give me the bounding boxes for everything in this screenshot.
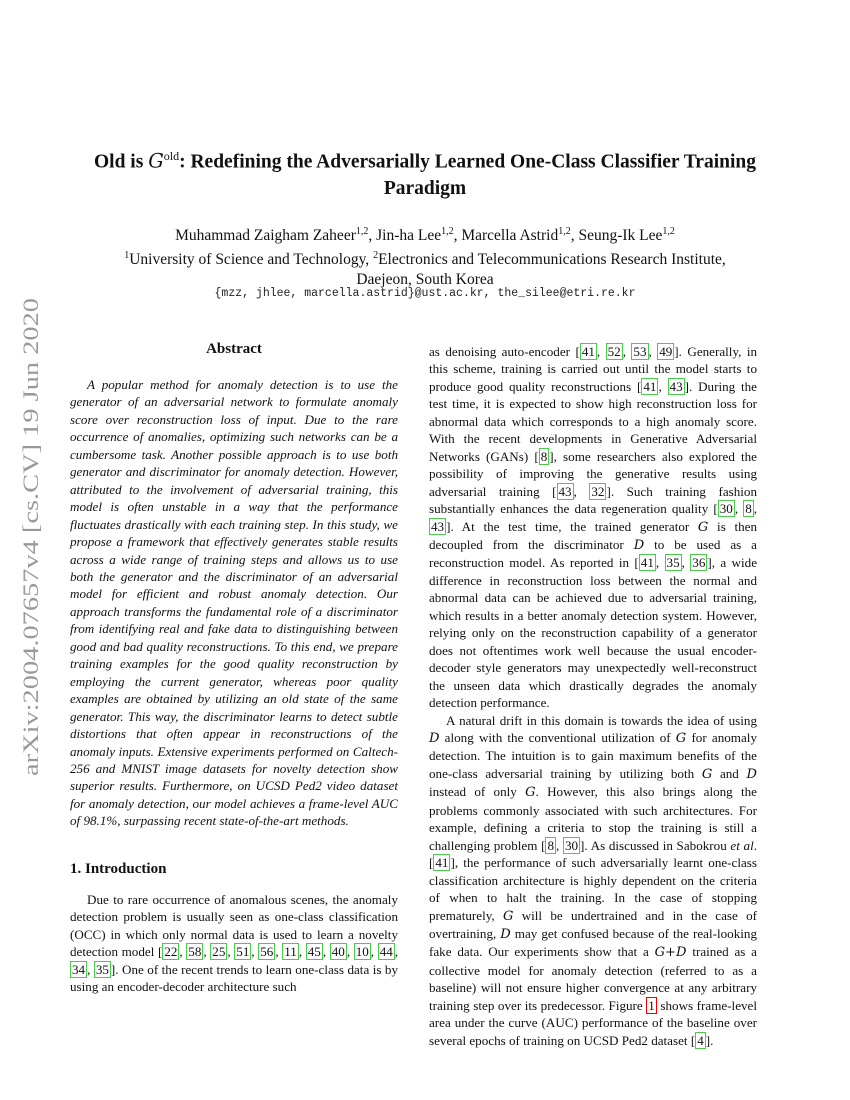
paragraph: as denoising auto-encoder [ 41 , 52 , 53 , 49 ]. Generally, in this scheme, training is carried out until the model starts to produce good quality reconstructions [ 41 , 43 ]. During the test time, it is expected to show high reconstruction loss for abnormal data which corresponds to a high anomaly score. With the recent developments in Generative Adversarial Networks (GANs) [ 8 ], some researchers also explored the possibility of improving the generative results using adversarial training [ 43 , 32 ]. Such training fashion substantially enhances the data regeneration quality [ 30 , 8 , 43 ]. At the test time, the trained generator G is then decoupled from the discriminator D to be used as a reconstruction model. As reported in [ 41 , 35 , 36 ], a wide difference in reconstruction loss between the normal and abnormal data can be achieved due to adversarial training, which results in a better anomaly detection system. However, relying only on the reconstruction capability of a generator does not oftentimes work well because the usual encoder-decoder style generators may unexpectedly well-reconstruct the unseen data which drastically degrades the anomaly detection performance.	[429, 344, 758, 711]
citation-link[interactable]: 58	[188, 944, 202, 960]
abstract-heading: Abstract	[206, 341, 262, 357]
arxiv-id-text: arXiv:2004.07657v4 [cs.CV] 19 Jun 2020	[18, 397, 43, 776]
text-run: to be used as a reconstruction model. As reported in	[429, 536, 757, 571]
text-run: et al	[730, 837, 754, 853]
math-symbol-g: G	[675, 730, 687, 746]
text-run: , the performance of such adversarially learnt one-class classification architecture is highly dependent on the criteria of when to halt the training. In the case of stopping prematurely,	[429, 855, 757, 923]
abstract-text: A popular method for anomaly detection is to use the generator of an adversarial network to formulate anomaly score over reconstruction loss of input. Due to the rare occurrence of anomalies, optimizing such networks can be a cumbersome task. Another possible approach is to use both generator and discriminator for anomaly detection. However, attributed to the involvement of adversarial training, this model is often unstable in a way that the performance fluctuates drastically with each training step. In this study, we propose a framework that effectively generates stable results across a wide range of training steps and allows us to use both the generator and the discriminator of an adversarial model for efficient and robust anomaly detection. Our approach transforms the fundamental role of a discriminator from identifying real and fake data to distinguishing between good and bad quality reconstructions. To this end, we prepare training examples for the good quality reconstruction by employing the current generator, whereas poor quality examples are obtained by utilizing an old state of the same generator. This way, the discriminator learns to detect subtle distortions that often appear in reconstructions of the anomaly inputs. Extensive experiments performed on Caltech-256 and MNIST image datasets for novelty detection show superior results. Furthermore, on UCSD Ped2 video dataset for anomaly detection, our model achieves a frame-level AUC of 98.1%, surpassing recent state-of-the-art methods.	[70, 377, 398, 829]
title-prefix: Old is	[94, 151, 149, 173]
title-main: : Redefining the Adversarially Learned One-Class Classifier Training Paradigm	[179, 151, 756, 199]
citation-link[interactable]: 41	[643, 378, 657, 394]
citation-list	[433, 854, 450, 871]
citation-link[interactable]: 8	[745, 501, 752, 517]
citation-link[interactable]: 8	[540, 448, 548, 464]
text-run: instead of only	[429, 784, 526, 800]
text-run: . As discussed in Sabokrou	[584, 837, 731, 853]
text-run: for anomaly detection. The intuition is to gain maximum benefits of the one-class adversarial training by utilizing both	[429, 729, 757, 781]
author-affiliation-mark: 1,2	[662, 226, 675, 237]
author-affiliation-mark: 1,2	[355, 226, 369, 237]
affiliation-mark: 1	[124, 250, 130, 262]
author-affiliation-mark: 1,2	[558, 226, 571, 237]
citation-link[interactable]: 40	[331, 944, 345, 960]
arxiv-side-stamp	[10, 296, 46, 776]
paper-title	[60, 143, 790, 202]
text-run: along with the conventional utilization of	[439, 729, 676, 745]
math-symbol-d: D	[633, 537, 645, 553]
citation-list	[695, 1032, 706, 1049]
affiliation-1: University of Science and Technology,	[129, 251, 374, 269]
text-run: . However, this also brings along the problems commonly associated with such architectures. For example, defining a criteria to stop the training is still a challenging problem	[429, 784, 757, 853]
affiliation-line	[60, 246, 790, 270]
author-name: Jin-ha Lee	[376, 227, 442, 245]
math-symbol-g: G	[697, 519, 709, 535]
citation-link[interactable]: 51	[236, 944, 250, 960]
math-symbol-g-plus-d: G+D	[654, 945, 687, 961]
citation-link[interactable]: 30	[564, 837, 579, 853]
text-run: Due to rare occurrence of anomalous scenes, the anomaly detection problem is usually seen as one-class classification (OCC) in which only normal data is used to learn a novelty detection model	[70, 892, 398, 960]
citation-link[interactable]: 4	[697, 1032, 704, 1048]
citation-link[interactable]: 10	[355, 944, 369, 960]
citation-link[interactable]: 43	[431, 518, 445, 534]
text-run: is then decoupled from the discriminator	[429, 518, 757, 552]
citation-link[interactable]: 43	[558, 483, 572, 499]
citation-list	[539, 448, 550, 465]
affiliation-location: Daejeon, South Korea	[356, 271, 494, 289]
text-run: trained as a collective model for anomaly detection (referred to as a baseline) will not ensure higher convergence at any arbitrary training step over its predecessor. Figure	[429, 944, 757, 1013]
citation-link[interactable]: 35	[666, 555, 680, 571]
title-symbol: G	[148, 149, 164, 173]
text-run: . During the test time, it is expected to show high reconstruction loss for abnormal data which corresponds to a high anomaly score. With the recent developments in Generative Adversarial Networks (GANs)	[429, 378, 757, 464]
affiliation-mark: 2	[373, 250, 379, 262]
text-run: as denoising auto-encoder	[429, 344, 576, 359]
math-symbol-d: D	[746, 766, 758, 782]
abstract-body	[70, 376, 398, 830]
citation-list: 8 , 30	[547, 837, 579, 853]
paragraph: Due to rare occurrence of anomalous scenes, the anomaly detection problem is usually seen as one-class classification (OCC) in which only normal data is used to learn a novelty detection model [ 22 , 58 , 25 , 51 , 56 , 11 , 45 , 40 , 10 , 44 , 34 , 35 ]. One of the recent trends to learn one-class data is by using an encoder-decoder architecture such	[70, 892, 399, 995]
citation-link[interactable]: 49	[659, 344, 673, 359]
citation-list: 30 , 8 , 43	[431, 501, 758, 534]
author-emails: {mzz, jhlee, marcella.astrid}@ust.ac.kr, the_silee@etri.re.kr	[214, 287, 636, 300]
citation-link[interactable]: 32	[591, 483, 605, 499]
citation-link[interactable]: 25	[212, 944, 226, 960]
citation-link[interactable]: 22	[164, 944, 178, 960]
author-name: Muhammad Zaigham Zaheer	[175, 227, 356, 245]
text-run: , a wide difference in reconstruction loss between the normal and abnormal data can be achieved due to adversarial training, which results in a better anomaly detection system. However, relying only on the reconstruction capability of a generator does not oftentimes work well because the usual encoder-decoder style generators may unexpectedly well-reconstruct the unseen data which drastically degrades the anomaly detection performance.	[429, 555, 758, 711]
citation-link[interactable]: 53	[633, 344, 647, 359]
author-affiliation-mark: 1,2	[441, 226, 454, 237]
text-run: .	[710, 1032, 714, 1048]
author-block	[60, 222, 790, 290]
citation-list: 22 , 58 , 25 , 51 , 56 , 11 , 45 , 40 , 10 , 44 , 34 , 35	[72, 944, 399, 977]
citation-link[interactable]: 35	[95, 961, 109, 977]
text-run: . Generally, in this scheme, training is carried out until the model starts to produce good quality reconstructions	[429, 344, 758, 394]
citation-list: 41 , 43	[643, 378, 683, 394]
citation-link[interactable]: 41	[435, 855, 449, 871]
citation-list: 43 , 32	[558, 483, 605, 499]
citation-link[interactable]: 30	[719, 501, 733, 517]
math-symbol-d: D	[500, 926, 511, 942]
citation-link[interactable]: 8	[547, 837, 554, 853]
text-run: . At the test time, the trained generator	[450, 518, 698, 534]
title-superscript: old	[163, 149, 180, 163]
text-run: A natural drift in this domain is towards the idea of using	[446, 712, 757, 728]
text-run: , some researchers also explored the possibility of improving the generative results using adversarial training	[429, 448, 757, 499]
section-heading-introduction: 1. Introduction	[70, 861, 167, 877]
figure-link[interactable]: 1	[648, 997, 655, 1013]
citation-link[interactable]: 52	[607, 344, 621, 359]
paragraph: A natural drift in this domain is towards the idea of using D along with the conventional utilization of G for anomaly detection. The intuition is to gain maximum benefits of the one-class adversarial training by utilizing both G and D instead of only G. However, this also brings along the problems commonly associated with such architectures. For example, defining a criteria to stop the training is still a challenging problem [ 8 , 30 ]. As discussed in Sabokrou et al. [ 41 ], the performance of such adversarially learnt one-class classification architecture is highly dependent on the criteria of when to halt the training. In the case of stopping prematurely, G will be undertrained and in the case of overtraining, D may get confused because of the real-looking fake data. Our experiments show that a G+D trained as a collective model for anomaly detection (referred to as a baseline) will not ensure higher convergence at any arbitrary training step over its predecessor. Figure 1 shows frame-level area under the curve (AUC) performance of the baseline over several epochs of training on UCSD Ped2 dataset [ 4 ].	[429, 712, 758, 1048]
math-symbol-d: D	[429, 730, 440, 746]
introduction-left-column	[70, 891, 398, 996]
citation-link[interactable]: 44	[379, 944, 393, 960]
citation-link[interactable]: 11	[284, 944, 297, 960]
math-symbol-g: G	[701, 766, 713, 782]
citation-link[interactable]: 41	[640, 555, 654, 571]
citation-link[interactable]: 34	[72, 961, 86, 977]
author-name: Seung-Ik Lee	[578, 227, 663, 245]
citation-list: 41 , 52 , 53 , 49	[581, 344, 673, 359]
citation-link[interactable]: 43	[669, 378, 683, 394]
text-run: . Such training fashion substantially enhances the data regeneration quality	[429, 483, 757, 517]
citation-link[interactable]: 56	[260, 944, 274, 960]
citation-link[interactable]: 41	[581, 344, 595, 359]
text-run: . One of the recent trends to learn one-class data is by using an encoder-decoder architecture such	[70, 961, 399, 995]
citation-link[interactable]: 45	[307, 944, 321, 960]
author-name: Marcella Astrid	[461, 227, 559, 245]
text-run: will be undertrained and in the case of overtraining,	[429, 907, 757, 941]
citation-link[interactable]: 36	[692, 555, 706, 571]
text-run: .	[753, 837, 758, 853]
text-run: shows frame-level area under the curve (AUC) performance of the baseline over several epochs of training on UCSD Ped2 dataset	[429, 997, 757, 1048]
affiliation-2: Electronics and Telecommunications Research Institute,	[378, 251, 726, 269]
text-run: may get confused because of the real-looking fake data. Our experiments show that a	[429, 925, 757, 960]
author-list: Muhammad Zaigham Zaheer$^{1,2}$, Jin-ha Lee$^{1,2}$, Marcella Astrid$^{1,2}$, Seung-Ik Lee$^{1,2}$	[175, 226, 675, 245]
math-symbol-g: G	[502, 908, 514, 924]
text-run: and	[712, 765, 747, 781]
introduction-right-column	[429, 343, 757, 1049]
math-symbol-g: G	[525, 785, 536, 801]
citation-list: 41 , 35 , 36	[640, 555, 706, 571]
